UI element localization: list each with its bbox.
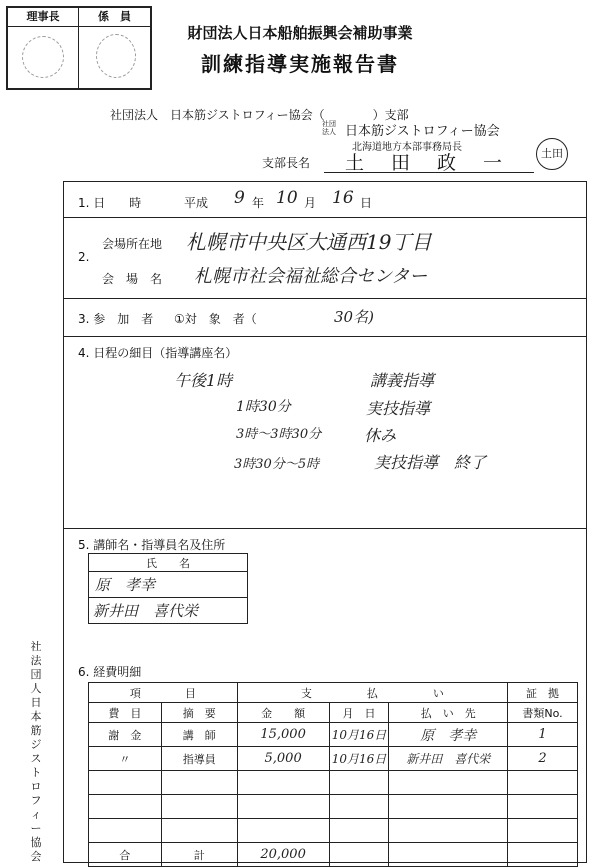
exp-header-cost: 費 目 xyxy=(89,703,162,723)
exp-total-amount: 20,000 xyxy=(237,843,329,867)
exp-summary: 講 師 xyxy=(161,723,237,747)
instructor-name: 新井田 喜代栄 xyxy=(89,598,248,624)
exp-summary: 指導員 xyxy=(161,747,237,771)
s1-month-unit: 月 xyxy=(304,196,317,210)
s1-year: 9 xyxy=(234,188,245,208)
s1-era: 平成 xyxy=(184,196,209,210)
s4-label: 4. 日程の細目（指導講座名） xyxy=(78,346,238,360)
s3-label: 3. 参 加 者 xyxy=(78,312,154,326)
exp-header-date: 月 日 xyxy=(329,703,389,723)
instructor-table xyxy=(88,553,248,624)
schedule-time: 午後1時 xyxy=(174,371,233,390)
s1-year-unit: 年 xyxy=(252,196,265,210)
s1-day-unit: 日 xyxy=(360,196,373,210)
stamp-col-clerk: 係 員 xyxy=(79,8,150,27)
s3-item: ①対 象 者（ xyxy=(174,312,257,326)
side-org-text: 社法団人日本筋ジストロフィー協会 xyxy=(30,640,42,863)
org-stamp-prefix: 社団法人 xyxy=(322,120,336,136)
exp-payee: 新井田 喜代栄 xyxy=(389,747,508,771)
s2-addr-label: 会場所在地 xyxy=(102,237,163,251)
exp-date: 10月16日 xyxy=(329,747,389,771)
schedule-item: 休み xyxy=(364,426,397,445)
exp-docno: 2 xyxy=(508,747,578,771)
s5-label: 5. 講師名・指導員名及住所 xyxy=(78,538,226,552)
table-row xyxy=(89,723,578,747)
exp-header-docno: 書類No. xyxy=(508,703,578,723)
report-form xyxy=(63,181,587,863)
schedule-time: 3時〜3時30分 xyxy=(236,427,322,442)
s2-num: 2. xyxy=(78,250,90,264)
s2-venue-label: 会 場 名 xyxy=(102,272,163,286)
instructor-name-header: 氏 名 xyxy=(89,554,248,572)
approval-stamp-box xyxy=(6,6,152,90)
s2-addr-value: 札幌市中央区大通西19丁目 xyxy=(186,230,432,254)
exp-header-pay: 支 払 い xyxy=(237,683,507,703)
org-line: 社団法人 日本筋ジストロフィー協会（ ）支部 xyxy=(110,108,409,122)
expense-table xyxy=(88,682,578,867)
branch-label: 支部長名 xyxy=(262,156,311,170)
schedule-item: 実技指導 終了 xyxy=(374,453,487,472)
schedule-time: 3時30分〜5時 xyxy=(234,457,320,472)
s6-label: 6. 経費明細 xyxy=(78,665,142,679)
seal-icon xyxy=(96,34,136,78)
exp-cost: 謝 金 xyxy=(89,723,162,747)
exp-amount: 5,000 xyxy=(237,747,329,771)
exp-header-summary: 摘 要 xyxy=(161,703,237,723)
exp-header-item: 項 目 xyxy=(89,683,238,703)
org-stamp-sub: 北海道地方本部事務局長 xyxy=(352,142,462,153)
exp-docno: 1 xyxy=(508,723,578,747)
branch-seal: 土田 xyxy=(536,138,568,170)
s3-count: 30名) xyxy=(334,308,374,326)
exp-header-payee: 払 い 先 xyxy=(389,703,508,723)
document-subtitle: 財団法人日本船舶振興会補助事業 xyxy=(187,24,413,42)
s2-venue-value: 札幌市社会福祉総合センター xyxy=(194,266,428,287)
seal-icon xyxy=(22,36,64,78)
schedule-item: 講義指導 xyxy=(370,371,435,390)
exp-total-label: 計 xyxy=(161,843,237,867)
schedule-item: 実技指導 xyxy=(366,399,431,418)
instructor-name: 原 孝幸 xyxy=(89,572,248,598)
exp-header-amount: 金 額 xyxy=(237,703,329,723)
exp-header-proof: 証 拠 xyxy=(508,683,578,703)
org-stamp-name: 日本筋ジストロフィー協会 xyxy=(345,124,500,139)
exp-payee: 原 孝幸 xyxy=(389,723,508,747)
s1-day: 16 xyxy=(332,188,354,208)
branch-name: 土 田 政 一 xyxy=(345,152,507,174)
exp-total-label: 合 xyxy=(89,843,162,867)
document-title: 訓練指導実施報告書 xyxy=(201,52,399,76)
total-row xyxy=(89,843,578,867)
table-row xyxy=(89,747,578,771)
schedule-time: 1時30分 xyxy=(236,399,291,415)
exp-date: 10月16日 xyxy=(329,723,389,747)
s1-month: 10 xyxy=(276,188,298,208)
stamp-col-chairman: 理事長 xyxy=(8,8,78,27)
exp-cost: 〃 xyxy=(89,747,162,771)
exp-amount: 15,000 xyxy=(237,723,329,747)
s1-label: 1. 日 時 xyxy=(78,196,142,210)
